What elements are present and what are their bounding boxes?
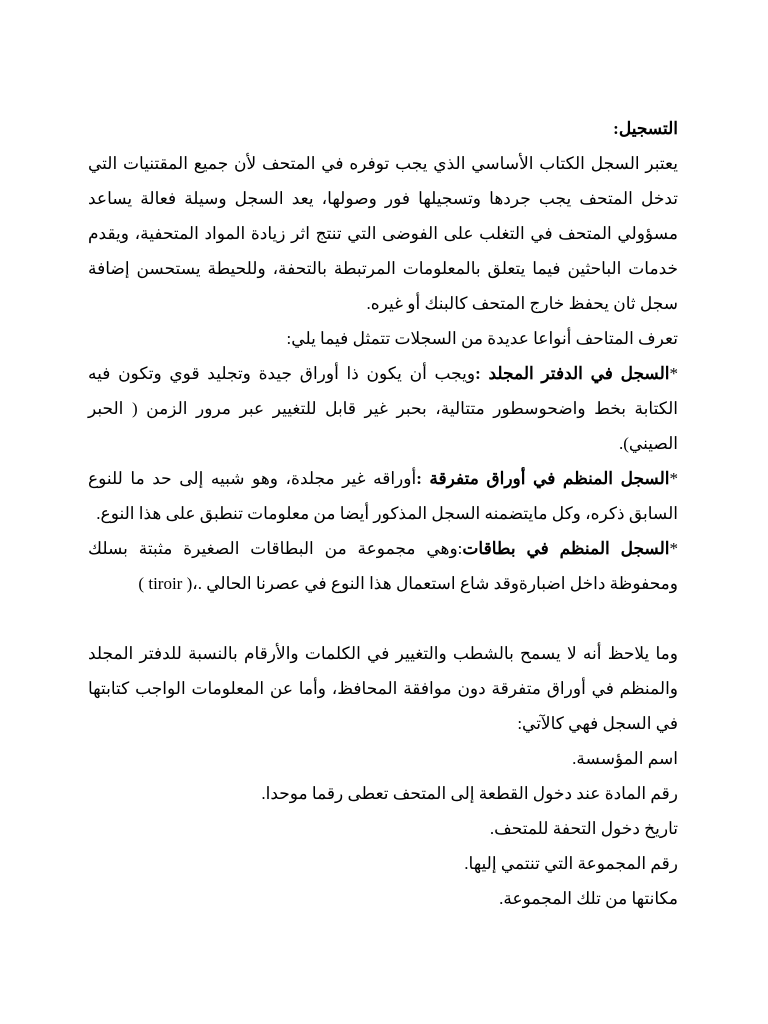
types-intro: تعرف المتاحف أنواعا عديدة من السجلات تتمثل فيما يلي: bbox=[286, 329, 678, 348]
type-term: السجل المنظم في بطاقات bbox=[462, 539, 670, 558]
field-item: تاريخ دخول التحفة للمتحف. bbox=[489, 819, 678, 838]
section-title: التسجيل: bbox=[613, 119, 678, 138]
type-description: :وهي مجموعة من البطاقات الصغيرة مثبتة بسلك ومحفوظة داخل اضبارةوقد شاع استعمال هذا النوع في عصرنا الحالي .،( tiroir ) bbox=[88, 539, 678, 593]
field-item: رقم المادة عند دخول القطعة إلى المتحف تعطى رقما موحدا. bbox=[261, 784, 678, 803]
register-type-loose-sheets bbox=[88, 461, 678, 531]
blank-line bbox=[88, 601, 678, 636]
field-item: اسم المؤسسة. bbox=[572, 749, 678, 768]
note-paragraph: وما يلاحظ أنه لا يسمح بالشطب والتغيير في الكلمات والأرقام بالنسبة للدفتر المجلد والمنظم في أوراق متفرقة دون موافقة المحافظ، وأما عن المعلومات الواجب كتابتها في السجل فهي كالآتي: bbox=[88, 644, 678, 733]
field-item: مكانتها من تلك المجموعة. bbox=[499, 889, 678, 908]
register-type-bound-book bbox=[88, 356, 678, 461]
type-term: السجل في الدفتر المجلد : bbox=[475, 364, 670, 383]
type-prefix: * bbox=[669, 539, 678, 558]
type-description: ويجب أن يكون ذا أوراق جيدة وتجليد قوي وتكون فيه الكتابة بخط واضحوسطور متتالية، بحبر غير قابل للتغيير عبر مرور الزمن ( الحبر الصيني). bbox=[88, 364, 678, 453]
document-body bbox=[88, 112, 678, 916]
register-type-cards bbox=[88, 531, 678, 601]
intro-paragraph: يعتبر السجل الكتاب الأساسي الذي يجب توفره في المتحف لأن جميع المقتنيات التي تدخل المتحف يجب جردها وتسجيلها فور وصولها، يعد السجل وسيلة فعالة يساعد مسؤولي المتحف في التغلب على الفوضى التي تنتج اثر زيادة المواد المتحفية، ويقدم خدمات الباحثين فيما يتعلق بالمعلومات المرتبطة بالتحفة، وللحيطة يستحسن إضافة سجل ثان يحفظ خارج المتحف كالبنك أو غيره. bbox=[88, 154, 678, 313]
type-prefix: * bbox=[669, 364, 679, 383]
type-prefix: * bbox=[669, 469, 678, 488]
field-item: رقم المجموعة التي تنتمي إليها. bbox=[464, 854, 678, 873]
type-description: أوراقه غير مجلدة، وهو شبيه إلى حد ما للنوع السابق ذكره، وكل مايتضمنه السجل المذكور أيضا من معلومات تنطبق على هذا النوع. bbox=[88, 469, 678, 523]
type-term: السجل المنظم في أوراق متفرقة : bbox=[416, 469, 670, 488]
